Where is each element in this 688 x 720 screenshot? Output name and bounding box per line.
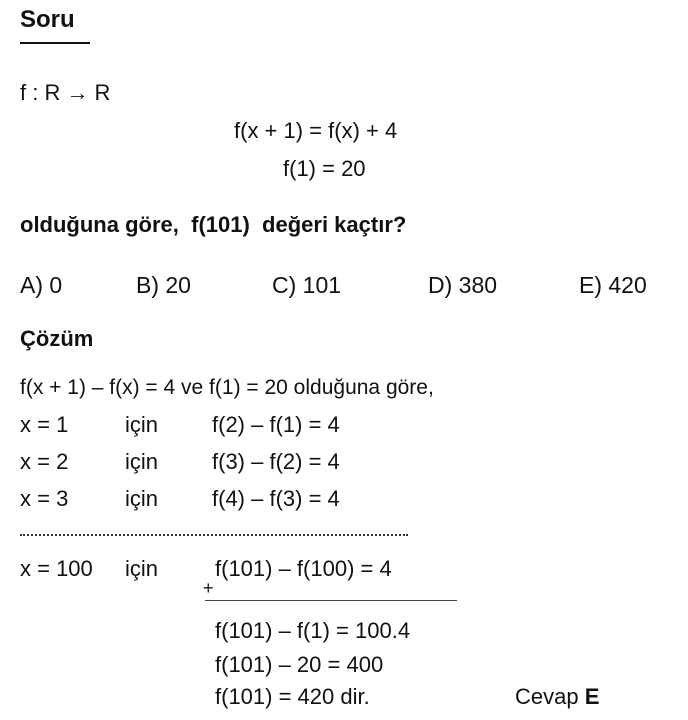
question-heading: Soru xyxy=(20,6,75,33)
answer xyxy=(515,684,599,710)
row-expr-1: f(2) – f(1) = 4 xyxy=(212,412,340,437)
solution-intro: f(x + 1) – f(x) = 4 ve f(1) = 20 olduğuna göre, xyxy=(20,376,434,399)
row-x-3: x = 3 xyxy=(20,486,69,511)
row-x-100: x = 100 xyxy=(20,556,93,581)
row-expr-2: f(3) – f(2) = 4 xyxy=(212,449,340,474)
option-e: E) 420 xyxy=(579,272,647,298)
ellipsis-dotted-line xyxy=(20,534,408,536)
option-c: C) 101 xyxy=(272,272,342,298)
option-d: D) 380 xyxy=(428,272,498,298)
solution-heading: Çözüm xyxy=(20,326,94,351)
domain-line: f : R → R xyxy=(20,80,111,105)
row-expr-3: f(4) – f(3) = 4 xyxy=(212,486,340,511)
result-line-3: f(101) = 420 dir. xyxy=(215,684,370,709)
result-line-2: f(101) – 20 = 400 xyxy=(215,652,384,677)
row-word-3: için xyxy=(125,486,159,511)
equation-1: f(x + 1) = f(x) + 4 xyxy=(234,118,398,143)
heading-underline xyxy=(20,42,90,44)
option-a: A) 0 xyxy=(20,272,63,298)
question-prompt xyxy=(20,212,406,238)
prompt-suffix: değeri kaçtır? xyxy=(262,212,407,237)
option-b: B) 20 xyxy=(136,272,191,298)
answer-label: Cevap xyxy=(515,684,579,709)
plus-sign: + xyxy=(203,578,214,598)
result-line-1: f(101) – f(1) = 100.4 xyxy=(215,618,411,643)
row-word-100: için xyxy=(125,556,159,581)
prompt-prefix: olduğuna göre, xyxy=(20,212,179,237)
row-word-2: için xyxy=(125,449,159,474)
answer-letter: E xyxy=(584,684,600,709)
prompt-expression: f(101) xyxy=(191,212,250,237)
row-x-1: x = 1 xyxy=(20,412,69,437)
row-x-2: x = 2 xyxy=(20,449,69,474)
equation-2: f(1) = 20 xyxy=(283,156,366,181)
sum-rule xyxy=(205,600,457,601)
row-word-1: için xyxy=(125,412,159,437)
row-expr-100: f(101) – f(100) = 4 xyxy=(215,556,392,581)
